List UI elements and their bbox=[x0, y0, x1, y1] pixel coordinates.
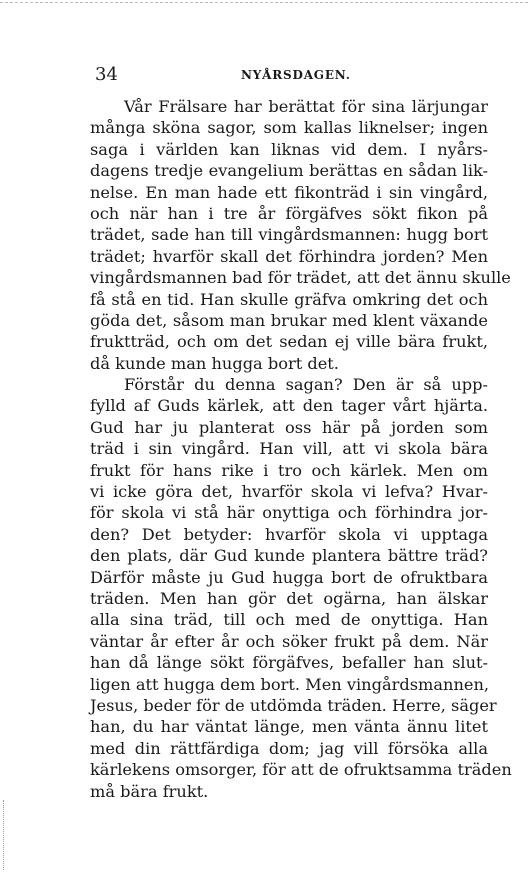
text-line: och när han i tre år förgäfves sökt fikon på bbox=[90, 203, 488, 223]
text-line: ligen att hugga dem bort. Men vingårdsmannen, bbox=[90, 674, 490, 694]
text-line: få stå en tid. Han skulle gräfva omkring det och bbox=[90, 289, 488, 309]
text-line: frukt för hans rike i tro och kärlek. Men om bbox=[90, 460, 488, 480]
text-line: dagens tredje evangelium berättas en sådan lik- bbox=[90, 161, 488, 181]
text-line: många sköna sagor, som kallas liknelser; ingen bbox=[90, 118, 488, 138]
text-line: må bära frukt. bbox=[90, 781, 209, 801]
page-number: 34 bbox=[95, 64, 118, 85]
page-top-edge-rule bbox=[0, 2, 528, 3]
text-line: vi icke göra det, hvarför skola vi lefva? Hvar- bbox=[90, 482, 488, 502]
text-line: han, du har väntat länge, men vänta ännu litet bbox=[90, 717, 488, 737]
text-line: fylld af Guds kärlek, att den tager vårt hjärta. bbox=[90, 396, 488, 416]
text-line: fruktträd, och om det sedan ej ville bära frukt, bbox=[90, 332, 488, 352]
text-line: den plats, där Gud kunde plantera bättre träd? bbox=[90, 546, 488, 566]
text-line: trädet; hvarför skall det förhindra jorden? Men bbox=[90, 246, 488, 266]
text-line: den? Det betyder: hvarför skola vi upptaga bbox=[90, 524, 488, 544]
page-header bbox=[95, 63, 483, 87]
scan-edge-specks bbox=[3, 800, 6, 870]
text-line: Gud har ju planterat oss här på jorden som bbox=[90, 417, 488, 437]
text-line: Jesus, beder för de utdömda träden. Herre, säger bbox=[90, 695, 497, 715]
body-text bbox=[90, 96, 512, 802]
text-line: Därför måste ju Gud hugga bort de ofruktbara bbox=[90, 567, 488, 587]
text-line: Förstår du denna sagan? Den är så upp- bbox=[124, 375, 488, 395]
text-line: göda det, såsom man brukar med klent växande bbox=[90, 310, 488, 330]
text-line: väntar år efter år och söker frukt på dem. När bbox=[90, 631, 488, 651]
text-line: då kunde man hugga bort det. bbox=[90, 353, 339, 373]
text-line: saga i världen kan liknas vid dem. I nyårs- bbox=[90, 139, 488, 159]
text-line: för skola vi stå här onyttiga och förhindra jor- bbox=[90, 503, 488, 523]
text-line: träd i sin vingård. Han vill, att vi skola bära bbox=[90, 439, 488, 459]
text-line: Vår Frälsare har berättat för sina lärjungar bbox=[124, 97, 488, 116]
running-head: NYÅRSDAGEN. bbox=[241, 68, 351, 82]
text-line: trädet, sade han till vingårdsmannen: hugg bort bbox=[90, 225, 488, 245]
text-line: kärlekens omsorger, för att de ofruktsamma träden bbox=[90, 760, 512, 780]
text-line: alla sina träd, till och med de onyttiga. Han bbox=[90, 610, 488, 630]
text-line: vingårdsmannen bad för trädet, att det ännu skulle bbox=[90, 268, 511, 288]
text-line: han då länge sökt förgäfves, befaller han slut- bbox=[90, 653, 488, 673]
text-line: nelse. En man hade ett fikonträd i sin vingård, bbox=[90, 182, 488, 202]
text-line: med din rättfärdiga dom; jag vill försöka alla bbox=[90, 738, 488, 758]
text-line: träden. Men han gör det ogärna, han älskar bbox=[90, 588, 488, 608]
